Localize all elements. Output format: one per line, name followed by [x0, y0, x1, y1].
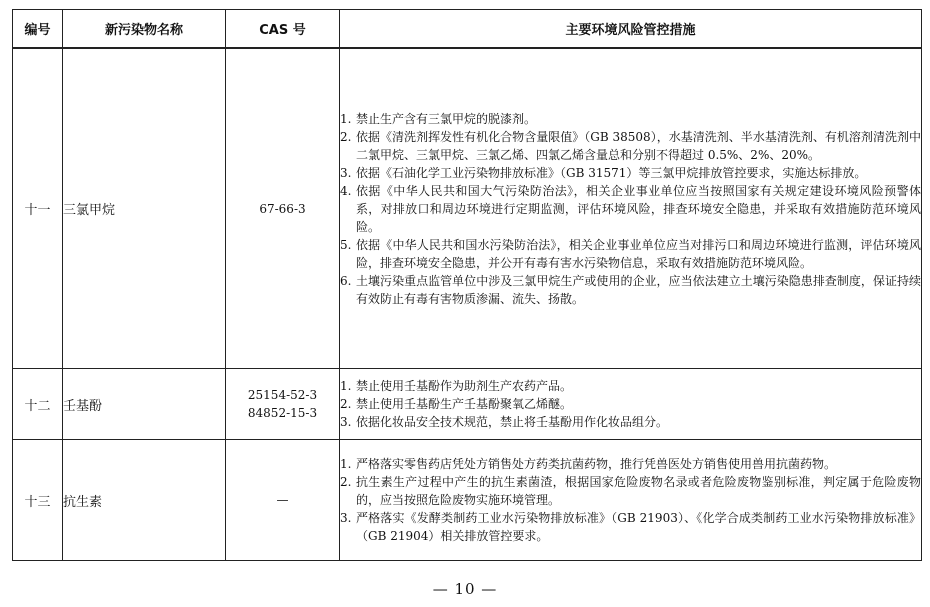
- header-risk-control-measures: 主要环境风险管控措施: [340, 10, 922, 49]
- measure-number: 1.: [340, 379, 352, 393]
- table-row: [13, 440, 922, 561]
- table-row: [13, 48, 922, 369]
- header-number: 编号: [13, 10, 63, 49]
- cas-value: 67-66-3: [259, 201, 306, 216]
- measure-text: 严格落实《发酵类制药工业水污染物排放标准》（GB 21903）、《化学合成类制药工业水污染物排放标准》（GB 21904）相关排放管控要求。: [356, 511, 921, 543]
- measure-item: [340, 395, 921, 413]
- measure-text: 禁止使用壬基酚生产壬基酚聚氧乙烯醚。: [356, 397, 573, 411]
- measures-cell: [340, 369, 922, 440]
- cas-value: —: [276, 493, 289, 507]
- table-row: [13, 369, 922, 440]
- measure-number: 1.: [340, 457, 352, 471]
- measures-list: [340, 455, 921, 545]
- measure-text: 依据化妆品安全技术规范，禁止将壬基酚用作化妆品组分。: [356, 415, 669, 429]
- measure-number: 2.: [340, 129, 352, 144]
- row-number: 十一: [13, 48, 63, 369]
- measure-text: 严格落实零售药店凭处方销售处方药类抗菌药物，推行凭兽医处方销售使用兽用抗菌药物。: [356, 457, 837, 471]
- measure-text: 依据《中华人民共和国大气污染防治法》，相关企业事业单位应当按照国家有关规定建设环境风险预警体系，对排放口和周边环境进行定期监测，评估环境风险，排查环境安全隐患，并采取有效措施防范环境风险。: [356, 183, 921, 234]
- measure-item: [340, 128, 921, 164]
- cas-number: [226, 369, 340, 440]
- measure-item: [340, 164, 921, 182]
- measure-number: 6.: [340, 273, 352, 288]
- measures-list: [340, 377, 921, 431]
- row-number: 十三: [13, 440, 63, 561]
- measure-item: [340, 413, 921, 431]
- measure-item: [340, 110, 921, 128]
- measure-item: [340, 236, 921, 272]
- page-number: — 10 —: [432, 580, 498, 598]
- measure-text: 依据《中华人民共和国水污染防治法》，相关企业事业单位应当对排污口和周边环境进行监测，评估环境风险，排查环境安全隐患，并公开有毒有害水污染物信息，采取有效措施防范环境风险。: [356, 237, 921, 270]
- row-number: 十二: [13, 369, 63, 440]
- cas-value: 25154-52-3: [247, 388, 318, 402]
- measure-number: 3.: [340, 511, 352, 525]
- measures-cell: [340, 440, 922, 561]
- measure-text: 依据《清洗剂挥发性有机化合物含量限值》（GB 38508），水基清洗剂、半水基清洗剂、有机溶剂清洗剂中二氯甲烷、三氯甲烷、三氯乙烯、四氯乙烯含量总和分别不得超过 0.5%、2%、20%。: [356, 129, 921, 162]
- measure-text: 土壤污染重点监管单位中涉及三氯甲烷生产或使用的企业，应当依法建立土壤污染隐患排查制度，保证持续有效防止有毒有害物质渗漏、流失、扬散。: [356, 273, 921, 306]
- measure-number: 3.: [340, 165, 352, 180]
- measure-number: 4.: [340, 183, 352, 198]
- measure-number: 2.: [340, 475, 352, 489]
- measure-item: [340, 272, 921, 308]
- measure-text: 禁止生产含有三氯甲烷的脱漆剂。: [356, 111, 537, 126]
- cas-number: [226, 440, 340, 561]
- cas-number: [226, 48, 340, 369]
- measures-list: [340, 110, 921, 308]
- measure-number: 2.: [340, 397, 352, 411]
- measure-text: 抗生素生产过程中产生的抗生素菌渣，根据国家危险废物名录或者危险废物鉴别标准，判定属于危险废物的，应当按照危险废物实施环境管理。: [356, 475, 921, 507]
- measure-number: 1.: [340, 111, 352, 126]
- table-header-row: [13, 10, 922, 49]
- pollutant-name: 三氯甲烷: [63, 48, 226, 369]
- risk-control-table: [12, 9, 922, 561]
- measure-item: [340, 455, 921, 473]
- cas-value: 84852-15-3: [247, 406, 318, 420]
- measure-item: [340, 377, 921, 395]
- measure-text: 禁止使用壬基酚作为助剂生产农药产品。: [356, 379, 573, 393]
- pollutant-name: 壬基酚: [63, 369, 226, 440]
- measures-cell: [340, 48, 922, 369]
- measure-item: [340, 182, 921, 236]
- measure-number: 5.: [340, 237, 352, 252]
- measure-text: 依据《石油化学工业污染物排放标准》（GB 31571）等三氯甲烷排放管控要求，实施达标排放。: [356, 165, 867, 180]
- measure-item: [340, 473, 921, 509]
- pollutant-name: 抗生素: [63, 440, 226, 561]
- header-cas-number: CAS 号: [226, 10, 340, 49]
- measure-number: 3.: [340, 415, 352, 429]
- measure-item: [340, 509, 921, 545]
- header-pollutant-name: 新污染物名称: [63, 10, 226, 49]
